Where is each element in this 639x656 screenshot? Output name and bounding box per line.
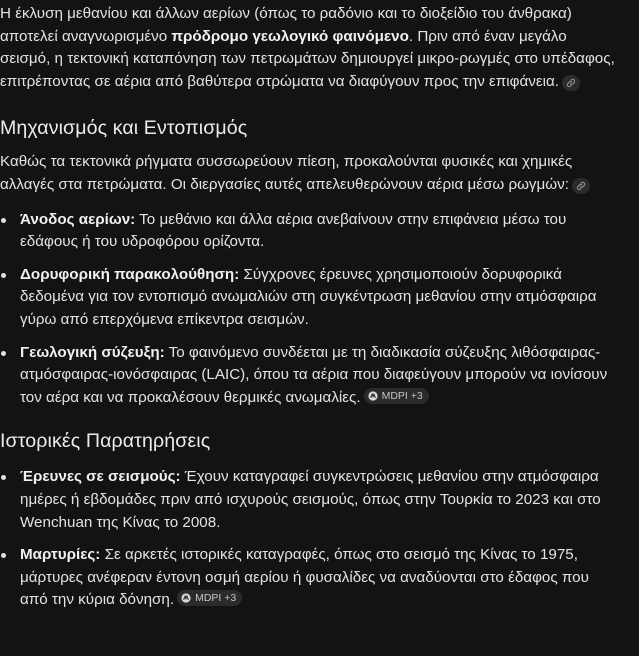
bullet-dot [1,273,6,278]
source-chip-button[interactable] [364,388,429,404]
source-chip-label: MDPI +3 [381,389,423,402]
list-item-text: Το φαινόμενο συνδέεται με τη διαδικασία σύζευξης λιθόσφαιρας-ατμόσφαιρας-ιονόσφαιρας (LAIC), όπου τα αέρια που διαφεύγουν μπορούν να ιονίσουν τον αέρα και να προκαλέσουν θερμικές ανωμαλίες. [20,343,608,406]
list-item-label: Έρευνες σε σεισμούς: [20,468,181,486]
list-item [0,209,617,254]
list-item [0,264,617,332]
list-item [0,466,617,534]
source-chip-button[interactable] [177,590,242,606]
list-item [0,342,617,410]
mechanism-paragraph [0,151,619,196]
intro-text-a: Η έκλυση μεθανίου και άλλων αερίων (όπως το ραδόνιο και το διοξείδιο του άνθρακα) αποτελεί αναγνωρισμένο [0,5,572,45]
list-item-label: Άνοδος αερίων: [20,210,136,228]
bullet-dot [1,553,6,558]
citation-link-button[interactable] [562,75,580,91]
list-item-text: Σύγχρονες έρευνες χρησιμοποιούν δορυφορικά δεδομένα για τον εντοπισμό ανωμαλιών στη συγκέντρωση μεθανίου στην ατμόσφαιρα γύρω από επερχόμενα επίκεντρα σεισμών. [20,265,597,328]
mechanism-text: Καθώς τα τεκτονικά ρήγματα συσσωρεύουν πίεση, προκαλούνται φυσικές και χημικές αλλαγές στα πετρώματα. Οι διεργασίες αυτές απελευθερώνουν αέρια μέσω ρωγμών: [0,153,573,193]
list-item-label: Δορυφορική παρακολούθηση: [20,265,240,283]
bullet-dot [1,475,6,480]
mechanism-list [0,209,639,410]
list-item-text: Το μεθάνιο και άλλα αέρια ανεβαίνουν στην επιφάνεια μέσω του εδάφους ή του υδροφόρου ορίζοντα. [20,210,567,251]
link-icon [566,78,576,88]
bullet-dot [1,218,6,223]
intro-text-b: . Πριν από έναν μεγάλο σεισμό, η τεκτονική καταπόνηση των πετρωμάτων δημιουργεί μικρο-ρωγμές στο υπέδαφος, επιτρέποντας σε αέρια από βαθύτερα στρώματα να διαφύγουν προς την επιφάνεια. [0,27,615,90]
intro-bold-term: πρόδρομο γεωλογικό φαινόμενο [171,27,409,45]
history-heading: Ιστορικές Παρατηρήσεις [0,430,211,453]
intro-paragraph [0,3,619,93]
mdpi-logo-icon [181,593,191,603]
mechanism-heading: Μηχανισμός και Εντοπισμός [0,117,248,140]
list-item [0,544,617,612]
bullet-dot [1,351,6,356]
history-list [0,466,639,612]
link-icon [576,181,586,191]
source-chip-label: MDPI +3 [195,592,237,605]
list-item-label: Μαρτυρίες: [20,546,101,564]
list-item-text: Σε αρκετές ιστορικές καταγραφές, όπως στο σεισμό της Κίνας το 1975, μάρτυρες ανέφεραν έντονη οσμή αερίου ή φυσαλίδες να αναδύονται στο έδαφος που από την κύρια δόνηση. [20,546,589,609]
citation-link-button[interactable] [572,178,590,194]
list-item-label: Γεωλογική σύζευξη: [20,343,165,361]
list-item-text: Έχουν καταγραφεί συγκεντρώσεις μεθανίου στην ατμόσφαιρα ημέρες ή εβδομάδες πριν από ισχυρούς σεισμούς, όπως στην Τουρκία το 2023 και στο Wenchuan της Κίνας το 2008. [20,468,601,531]
mdpi-logo-icon [368,391,378,401]
